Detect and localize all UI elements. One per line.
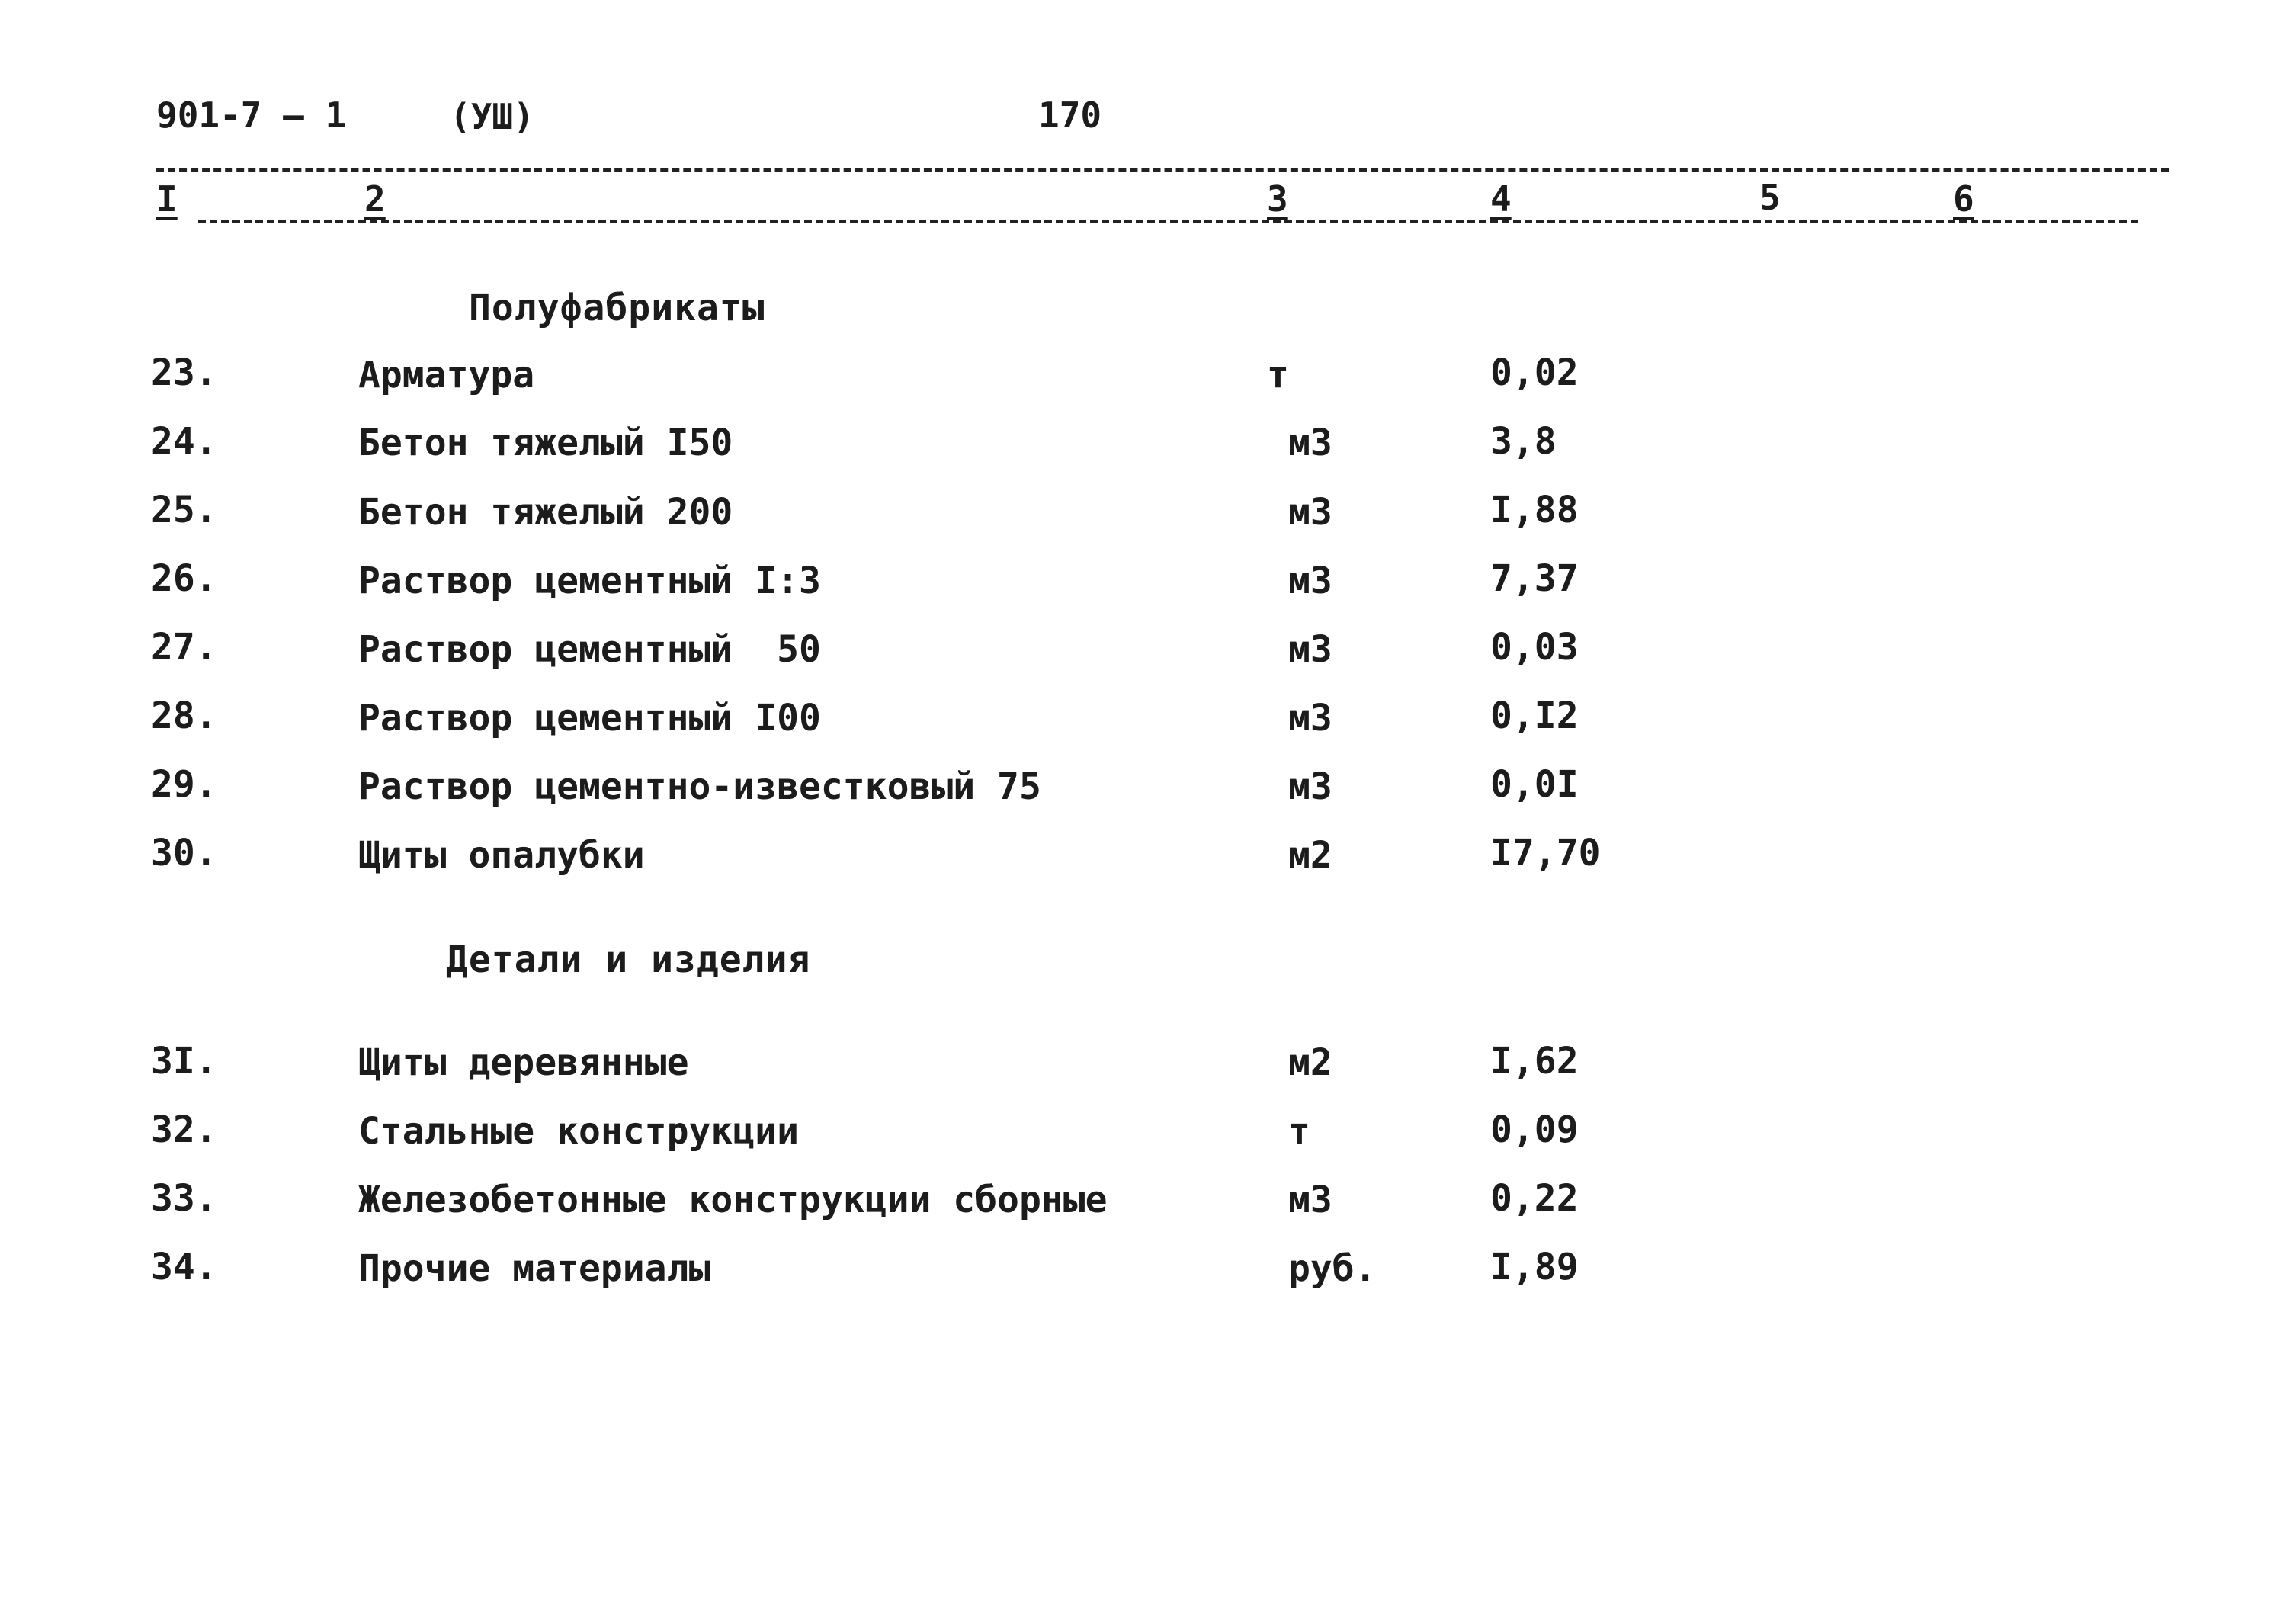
- unit: м3: [1288, 560, 1332, 602]
- row-number: 24.: [151, 420, 217, 463]
- column-dashed-rule: [198, 220, 2138, 223]
- column-number-6: 6: [1953, 178, 1974, 220]
- top-dashed-rule: [156, 168, 2169, 172]
- row-number: 34.: [151, 1246, 217, 1288]
- material-name: Раствор цементно-известковый 75: [358, 765, 1041, 808]
- unit: т: [1288, 1110, 1310, 1153]
- material-name: Арматура: [358, 354, 535, 396]
- material-name: Раствор цементный I00: [358, 697, 821, 739]
- material-name: Бетон тяжелый 200: [358, 491, 733, 534]
- unit: м3: [1288, 491, 1332, 534]
- row-number: 25.: [151, 489, 217, 531]
- quantity: 3,8: [1490, 420, 1557, 463]
- quantity: 0,0I: [1490, 763, 1579, 806]
- unit: м3: [1288, 628, 1332, 671]
- column-number-2: 2: [364, 178, 386, 220]
- section-title: Полуфабрикаты: [469, 287, 765, 329]
- quantity: I,88: [1490, 489, 1579, 531]
- material-name: Щиты деревянные: [358, 1041, 689, 1084]
- row-number: 26.: [151, 557, 217, 600]
- material-name: Щиты опалубки: [358, 834, 645, 877]
- row-number: 27.: [151, 626, 217, 669]
- quantity: 7,37: [1490, 557, 1579, 600]
- row-number: 32.: [151, 1108, 217, 1151]
- material-name: Стальные конструкции: [358, 1110, 799, 1153]
- document-series: (УШ): [450, 96, 534, 137]
- quantity: 0,03: [1490, 626, 1579, 669]
- column-number-4: 4: [1490, 178, 1512, 220]
- unit: м2: [1288, 1041, 1332, 1084]
- unit: руб.: [1288, 1247, 1377, 1290]
- unit: м2: [1288, 834, 1332, 877]
- column-number-1: I: [156, 178, 178, 220]
- unit: м3: [1288, 765, 1332, 808]
- material-name: Железобетонные конструкции сборные: [358, 1179, 1108, 1221]
- column-number-3: 3: [1267, 178, 1288, 220]
- quantity: I7,70: [1490, 832, 1601, 874]
- row-number: 30.: [151, 832, 217, 874]
- row-number: 3I.: [151, 1040, 217, 1083]
- page-number: 170: [1038, 95, 1102, 136]
- quantity: 0,09: [1490, 1108, 1579, 1151]
- row-number: 28.: [151, 695, 217, 737]
- row-number: 23.: [151, 351, 217, 394]
- quantity: I,89: [1490, 1246, 1579, 1288]
- quantity: 0,I2: [1490, 695, 1579, 737]
- material-name: Прочие материалы: [358, 1247, 711, 1290]
- material-name: Раствор цементный 50: [358, 628, 821, 671]
- unit: м3: [1288, 1179, 1332, 1221]
- unit: м3: [1288, 697, 1332, 739]
- section-title: Детали и изделия: [446, 938, 811, 981]
- column-number-5: 5: [1759, 177, 1781, 218]
- material-name: Раствор цементный I:3: [358, 560, 821, 602]
- unit: м3: [1288, 422, 1332, 464]
- row-number: 29.: [151, 763, 217, 806]
- quantity: 0,02: [1490, 351, 1579, 394]
- unit: т: [1267, 354, 1289, 396]
- quantity: 0,22: [1490, 1177, 1579, 1220]
- material-name: Бетон тяжелый I50: [358, 422, 733, 464]
- document-code: 901-7 – 1: [156, 95, 347, 136]
- row-number: 33.: [151, 1177, 217, 1220]
- quantity: I,62: [1490, 1040, 1579, 1083]
